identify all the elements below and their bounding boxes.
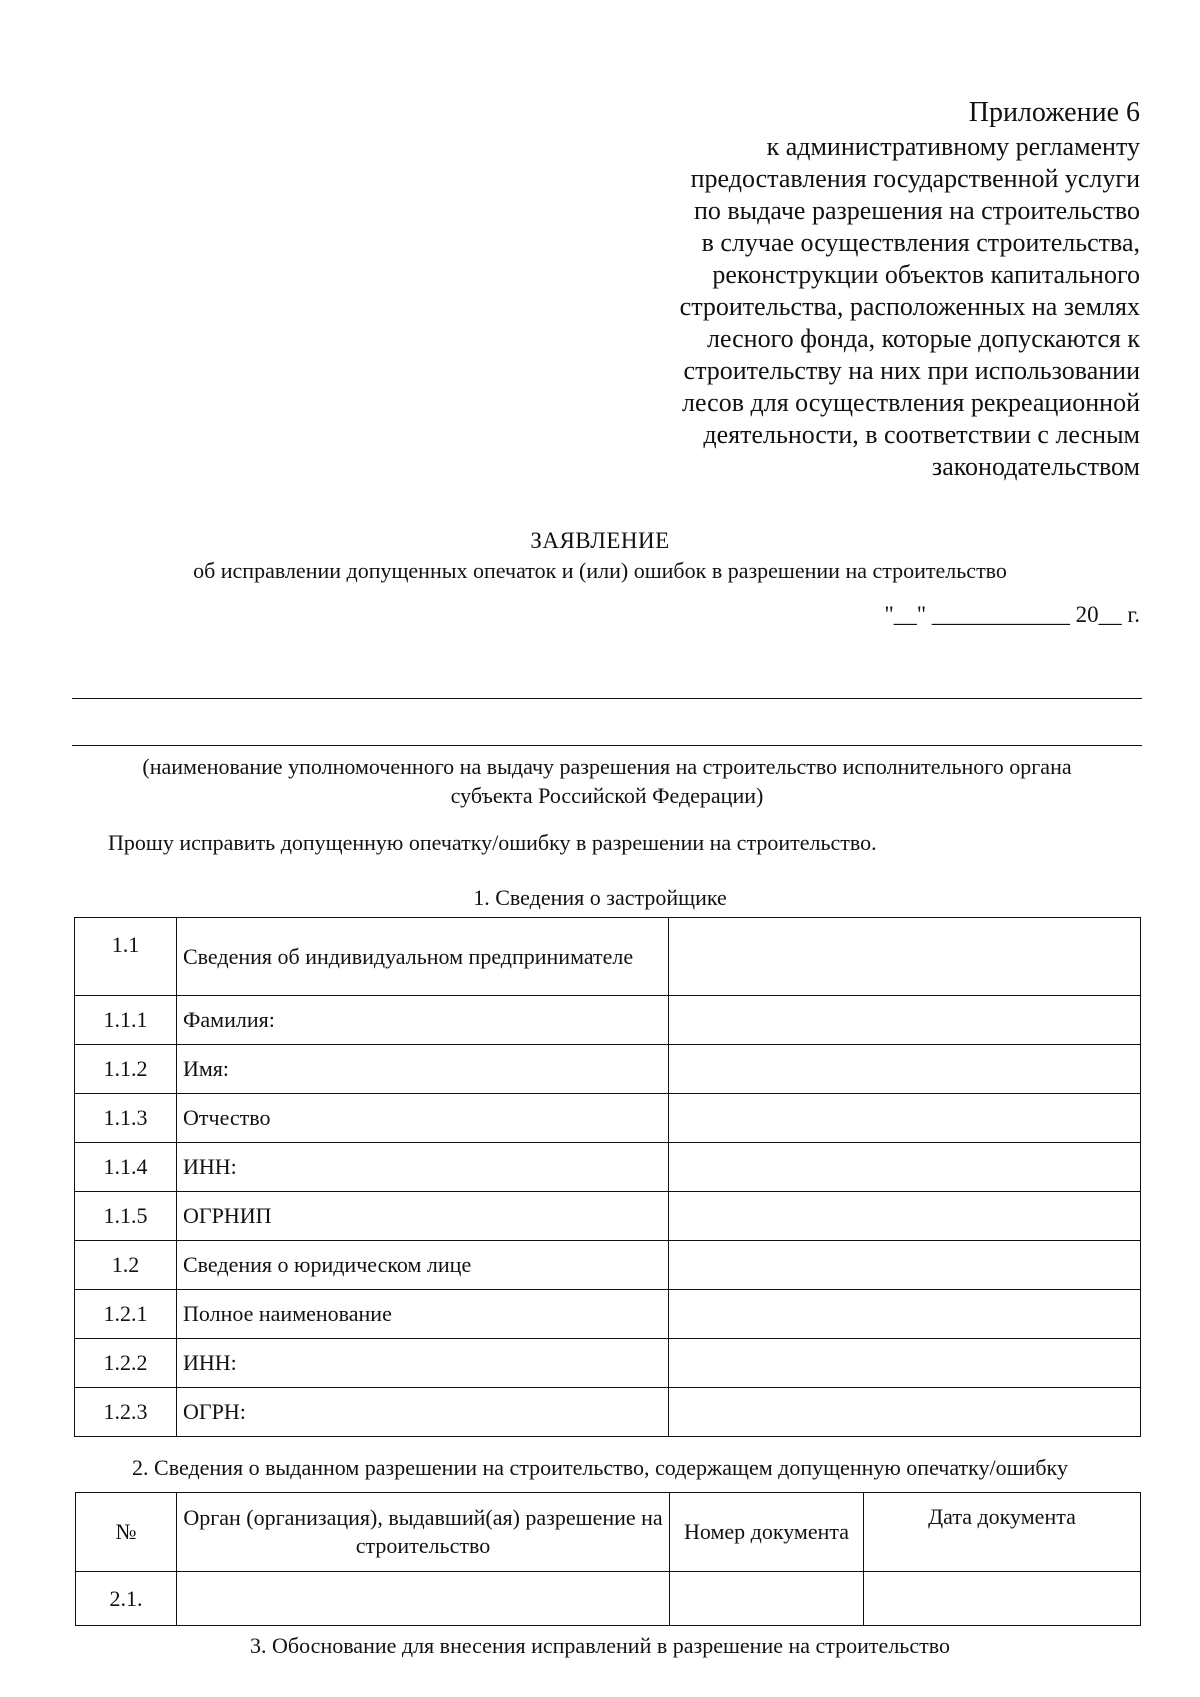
table-row [75, 1143, 1141, 1192]
appendix-title: Приложение 6 [968, 97, 1140, 128]
table-header-row [76, 1493, 1141, 1572]
row-number: 1.1.2 [75, 1045, 177, 1094]
developer-info-table [74, 917, 1141, 1437]
row-number: 1.1 [75, 918, 177, 996]
row-value-field[interactable] [669, 1339, 1141, 1388]
column-header-doc-date: Дата документа [864, 1493, 1141, 1572]
row-number: 2.1. [76, 1572, 177, 1626]
row-value-field[interactable] [669, 1388, 1141, 1437]
row-label: Фамилия: [177, 996, 669, 1045]
authority-name-line-2[interactable] [72, 745, 1142, 746]
row-label: Отчество [177, 1094, 669, 1143]
appendix-line: строительства, расположенных на землях [679, 292, 1140, 321]
row-label: ОГРНИП [177, 1192, 669, 1241]
row-value-field[interactable] [669, 1143, 1141, 1192]
row-label: Сведения об индивидуальном предпринимателе [177, 918, 669, 996]
column-header-number: № [76, 1493, 177, 1572]
row-value-field[interactable] [669, 1094, 1141, 1143]
row-value-field[interactable] [669, 918, 1141, 996]
appendix-line: строительству на них при использовании [683, 356, 1140, 385]
doc-number-field[interactable] [670, 1572, 864, 1626]
table-row [75, 1045, 1141, 1094]
appendix-line: в случае осуществления строительства, [701, 228, 1140, 257]
table-row [75, 996, 1141, 1045]
table-row [75, 1241, 1141, 1290]
section2-title: 2. Сведения о выданном разрешении на строительство, содержащем допущенную опечатку/ошибку [132, 1455, 1068, 1480]
request-text: Прошу исправить допущенную опечатку/ошибку в разрешении на строительство. [108, 830, 877, 855]
appendix-header [580, 95, 1140, 483]
row-number: 1.2.3 [75, 1388, 177, 1437]
organ-field[interactable] [177, 1572, 670, 1626]
row-value-field[interactable] [669, 1241, 1141, 1290]
appendix-line: лесного фонда, которые допускаются к [706, 324, 1140, 353]
row-number: 1.1.3 [75, 1094, 177, 1143]
row-label: Сведения о юридическом лице [177, 1241, 669, 1290]
section3-title: 3. Обоснование для внесения исправлений в разрешение на строительство [250, 1633, 950, 1658]
table-row [76, 1572, 1141, 1626]
doc-date-field[interactable] [864, 1572, 1141, 1626]
row-number: 1.2.1 [75, 1290, 177, 1339]
row-number: 1.1.5 [75, 1192, 177, 1241]
row-label: Имя: [177, 1045, 669, 1094]
row-value-field[interactable] [669, 996, 1141, 1045]
document-subtitle: об исправлении допущенных опечаток и (или) ошибок в разрешении на строительство [193, 558, 1007, 583]
table-row [75, 1094, 1141, 1143]
row-value-field[interactable] [669, 1192, 1141, 1241]
column-header-doc-number: Номер документа [670, 1493, 864, 1572]
authority-caption [72, 752, 1142, 810]
table-row [75, 1290, 1141, 1339]
row-value-field[interactable] [669, 1045, 1141, 1094]
row-label: Полное наименование [177, 1290, 669, 1339]
appendix-line: к административному регламенту [766, 132, 1140, 161]
row-number: 1.2 [75, 1241, 177, 1290]
row-number: 1.2.2 [75, 1339, 177, 1388]
permit-info-table [75, 1492, 1141, 1626]
authority-caption-line: субъекта Российской Федерации) [450, 783, 764, 808]
table-row [75, 1339, 1141, 1388]
appendix-line: законодательством [931, 452, 1140, 481]
section1-title: 1. Сведения о застройщике [473, 885, 727, 910]
table-row [75, 918, 1141, 996]
row-label: ОГРН: [177, 1388, 669, 1437]
table-row [75, 1192, 1141, 1241]
appendix-line: предоставления государственной услуги [690, 164, 1140, 193]
table-row [75, 1388, 1141, 1437]
authority-caption-line: (наименование уполномоченного на выдачу разрешения на строительство исполнительного органа [142, 754, 1072, 779]
appendix-line: деятельности, в соответствии с лесным [703, 420, 1140, 449]
column-header-organ: Орган (организация), выдавший(ая) разрешение на строительство [177, 1493, 670, 1572]
row-label: ИНН: [177, 1143, 669, 1192]
row-number: 1.1.1 [75, 996, 177, 1045]
document-title: ЗАЯВЛЕНИЕ [530, 528, 670, 553]
appendix-line: лесов для осуществления рекреационной [682, 388, 1140, 417]
authority-name-line-1[interactable] [72, 698, 1142, 699]
date-field[interactable]: "__" ____________ 20__ г. [884, 602, 1140, 627]
row-label: ИНН: [177, 1339, 669, 1388]
appendix-line: по выдаче разрешения на строительство [693, 196, 1140, 225]
row-number: 1.1.4 [75, 1143, 177, 1192]
appendix-line: реконструкции объектов капитального [712, 260, 1140, 289]
row-value-field[interactable] [669, 1290, 1141, 1339]
